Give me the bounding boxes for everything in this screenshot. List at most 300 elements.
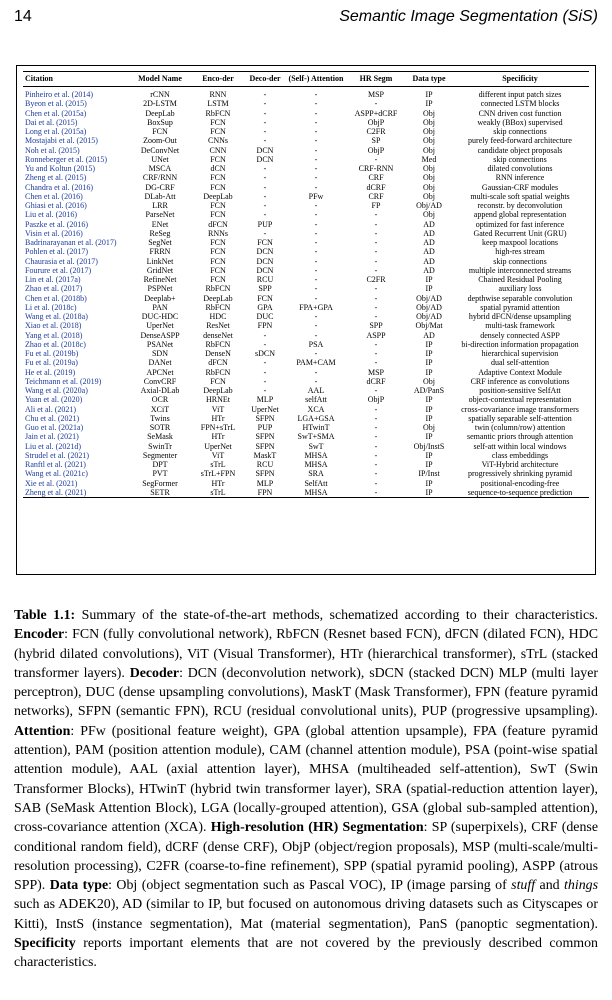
cell-data-type: IP [425, 367, 433, 377]
summary-table [23, 71, 589, 498]
cell-decoder: - [263, 117, 267, 127]
cell-hr-segm: ObjP [367, 117, 385, 127]
cell-attention: - [314, 164, 318, 173]
cell-data-type: IP [425, 99, 433, 109]
cell-model-name: Segmenter [142, 450, 178, 460]
cell-encoder: HTr [211, 478, 225, 488]
cell-model-name: SDN [151, 349, 168, 358]
caption-decoder-text: : DCN (deconvolution network), sDCN (stacked DCN) MLP (multi layer perceptron), DUC (dense upsampling convolutions), MaskT (Mask Transformer), FPN (feature pyramid networks), SFPN (semantic FPN), RCU (residual convolutional units), PUP (progressive upsampling). [14, 665, 598, 720]
cell-specificity: hierarchical supervision [481, 349, 559, 358]
cell-citation[interactable]: Li et al. (2018c) [25, 302, 77, 312]
cell-citation[interactable]: Visin et al. (2016) [25, 228, 83, 238]
cell-encoder: denseNet [203, 330, 233, 340]
cell-attention: PAM+CAM [296, 358, 336, 368]
table-row [23, 294, 589, 303]
cell-specificity: spatial pyramid attention [480, 302, 560, 312]
cell-citation[interactable]: Liu et al. (2016) [25, 210, 77, 220]
table-row [23, 164, 589, 173]
cell-citation[interactable]: Guo et al. (2021a) [25, 423, 84, 432]
cell-data-type: IP [425, 413, 433, 423]
cell-hr-segm: - [374, 478, 378, 488]
cell-encoder: FCN [210, 154, 226, 164]
cell-data-type: IP [425, 284, 433, 294]
cell-citation[interactable]: Jain et al. (2021) [25, 432, 79, 442]
cell-specificity: candidate object proposals [477, 145, 563, 155]
cell-citation[interactable]: Dai et al. (2015) [25, 117, 78, 127]
cell-attention: - [314, 265, 318, 275]
cell-decoder: DCN [256, 145, 274, 155]
cell-data-type: IP [425, 404, 433, 414]
cell-data-type: Obj/AD [416, 302, 442, 312]
cell-model-name: SeMask [147, 432, 173, 442]
cell-data-type: Obj [423, 108, 435, 118]
caption-and-text: and [535, 878, 565, 894]
cell-data-type: Obj [423, 136, 435, 146]
cell-hr-segm: C2FR [366, 127, 386, 136]
table-row [23, 321, 589, 330]
table-row [23, 238, 589, 247]
caption-encoder-term: Encoder [14, 627, 65, 643]
cell-specificity: skip connections [493, 154, 547, 164]
cell-hr-segm: SP [371, 136, 381, 146]
cell-citation[interactable]: Xie et al. (2021) [25, 478, 78, 488]
cell-decoder: SFPN [255, 413, 275, 423]
cell-attention: - [314, 127, 318, 136]
cell-encoder: FCN [210, 173, 226, 183]
cell-hr-segm: CRF [368, 173, 384, 183]
cell-specificity: multi-task framework [485, 321, 555, 331]
cell-citation[interactable]: Wang et al. (2021c) [25, 469, 88, 479]
cell-model-name: SOTR [149, 423, 171, 432]
cell-attention: - [314, 238, 318, 247]
table-row [23, 229, 589, 238]
cell-hr-segm: - [374, 302, 378, 312]
cell-model-name: XCiT [150, 404, 170, 414]
cell-encoder: RbFCN [205, 108, 231, 118]
cell-encoder: ResNet [206, 321, 230, 331]
cell-decoder: SFPN [255, 469, 275, 479]
page-header [14, 6, 598, 32]
cell-decoder: DCN [256, 154, 274, 164]
cell-decoder: - [263, 367, 267, 377]
caption-intro: Summary of the state-of-the-art methods, schematized according to their characteristics. [75, 608, 598, 623]
cell-citation[interactable]: Ali et al. (2021) [25, 404, 77, 414]
cell-data-type: Obj [423, 182, 435, 192]
cell-citation[interactable]: Byeon et al. (2015) [25, 99, 87, 109]
cell-encoder: RbFCN [205, 284, 231, 294]
cell-data-type: Obj [423, 191, 435, 201]
cell-encoder: FCN [210, 265, 226, 275]
cell-decoder: FPN [257, 487, 273, 497]
header-data-type: Data type [412, 74, 446, 83]
cell-data-type: AD [423, 228, 435, 238]
cell-citation[interactable]: Long et al. (2015a) [25, 127, 87, 136]
cell-citation[interactable]: Paszke et al. (2016) [25, 219, 89, 229]
cell-model-name: PSPNet [147, 284, 173, 294]
cell-specificity: Chained Residual Pooling [478, 275, 562, 284]
cell-decoder: SFPN [255, 432, 275, 442]
table-row [23, 257, 589, 266]
cell-attention: - [314, 275, 318, 284]
cell-decoder: RCU [256, 460, 274, 469]
cell-encoder: ViT [211, 450, 225, 460]
cell-decoder: - [263, 358, 267, 368]
cell-attention: XCA [307, 404, 325, 414]
cell-hr-segm: MSP [367, 367, 384, 377]
cell-data-type: Med [421, 154, 437, 164]
cell-model-name: PSANet [146, 339, 174, 349]
cell-data-type: Obj [423, 127, 435, 136]
cell-encoder: CNNs [207, 136, 228, 146]
table-row [23, 284, 589, 293]
caption-stuff-term: stuff [511, 878, 536, 894]
cell-attention: SwT+SMA [297, 432, 335, 442]
cell-hr-segm: FP [371, 201, 381, 210]
cell-decoder: sDCN [254, 349, 275, 358]
cell-citation[interactable]: Wang et al. (2018a) [25, 312, 88, 321]
table-row [23, 275, 589, 284]
cell-model-name: SwinTr [148, 441, 172, 451]
cell-encoder: dCN [210, 164, 226, 173]
cell-decoder: UperNet [251, 404, 279, 414]
cell-decoder: RCU [256, 275, 274, 284]
cell-hr-segm: C2FR [366, 275, 386, 284]
cell-specificity: dual self-attention [491, 358, 549, 368]
table-caption [14, 606, 598, 973]
cell-model-name: DG-CRF [145, 182, 175, 192]
cell-model-name: DeepLab [145, 108, 175, 118]
caption-attention-term: Attention [14, 723, 71, 739]
cell-citation[interactable]: Liu et al. (2021d) [25, 441, 81, 451]
cell-specificity: multi-scale soft spatial weights [470, 191, 570, 201]
cell-citation[interactable]: Chen et al. (2016) [25, 191, 83, 201]
caption-specificity-term: Specificity [14, 936, 76, 952]
cell-citation[interactable]: Ghiasi et al. (2016) [25, 201, 87, 210]
cell-attention: HTwinT [302, 423, 330, 432]
cell-citation[interactable]: Fu et al. (2019b) [25, 349, 79, 358]
cell-citation[interactable]: Pinheiro et al. (2014) [25, 90, 93, 99]
cell-specificity: RNN inference [495, 173, 545, 183]
cell-model-name: GridNet [146, 265, 174, 275]
cell-specificity: progressively shrinking pyramid [468, 469, 572, 479]
table-row [23, 414, 589, 423]
cell-hr-segm: CRF [368, 191, 384, 201]
cell-model-name: ReSeg [149, 228, 171, 238]
cell-citation[interactable]: Strudel et al. (2021) [25, 450, 89, 460]
cell-citation[interactable]: He et al. (2019) [25, 367, 76, 377]
cell-decoder: - [263, 330, 267, 340]
table-row [23, 155, 589, 164]
table-row [23, 109, 589, 118]
cell-hr-segm: - [374, 423, 378, 432]
cell-attention: - [314, 312, 318, 321]
caption-specificity-text: reports important elements that are not covered by the previously described common characteristics. [14, 936, 598, 971]
cell-attention: - [314, 108, 318, 118]
cell-hr-segm: - [374, 432, 378, 442]
table-row [23, 87, 589, 100]
cell-hr-segm: - [374, 460, 378, 469]
cell-encoder: dFCN [208, 358, 228, 368]
cell-citation[interactable]: Chen et al. (2015a) [25, 108, 87, 118]
cell-hr-segm: - [374, 349, 378, 358]
cell-citation[interactable]: Chaurasia et al. (2017) [25, 256, 98, 266]
caption-decoder-term: Decoder [129, 665, 180, 681]
cell-model-name: 2D-LSTM [143, 99, 177, 109]
header-encoder: Enco-der [202, 74, 234, 83]
cell-decoder: DCN [256, 256, 274, 266]
cell-specificity: semantic priors through attention [467, 432, 573, 442]
cell-decoder: SFPN [255, 441, 275, 451]
cell-specificity: keep maxpool locations [482, 238, 558, 247]
cell-data-type: AD [423, 219, 435, 229]
cell-attention: MHSA [304, 450, 328, 460]
cell-data-type: IP [425, 90, 433, 99]
cell-specificity: object-contextual representation [468, 395, 572, 405]
cell-encoder: FCN [210, 127, 226, 136]
cell-attention: - [314, 182, 318, 192]
cell-hr-segm: - [374, 238, 378, 247]
table-row [23, 303, 589, 312]
cell-specificity: twin (column/row) attention [474, 423, 566, 432]
cell-decoder: - [263, 136, 267, 146]
cell-data-type: IP [425, 339, 433, 349]
cell-encoder: HDC [209, 312, 227, 321]
caption-encoder-text: : FCN (fully convolutional network), RbFCN (Resnet based FCN), dFCN (dilated FCN), HDC (hybrid dilated convolutions), ViT (Visual Transformer), HTr (hierarchical transformer), sTrL (stacked transformer layers). [14, 627, 598, 681]
table-row [23, 386, 589, 395]
cell-specificity: hybrid dFCN/dense upsampling [468, 312, 572, 321]
cell-decoder: - [263, 164, 267, 173]
cell-specificity: optimized for fast inference [475, 219, 565, 229]
cell-model-name: Zoom-Out [143, 136, 177, 146]
cell-data-type: IP [425, 358, 433, 368]
cell-decoder: FCN [257, 293, 273, 303]
cell-model-name: DLab-Att [144, 191, 176, 201]
cell-attention: - [314, 284, 318, 294]
cell-citation[interactable]: Chen et al. (2018b) [25, 293, 87, 303]
cell-citation[interactable]: Fourure et al. (2017) [25, 265, 92, 275]
cell-specificity: cross-covariance image transformers [461, 404, 579, 414]
cell-hr-segm: - [374, 441, 378, 451]
cell-data-type: Obj [423, 376, 435, 386]
table-row [23, 451, 589, 460]
cell-encoder: RbFCN [205, 339, 231, 349]
cell-decoder: - [263, 339, 267, 349]
cell-citation[interactable]: Mostajabi et al. (2015) [25, 136, 98, 146]
cell-attention: PSA [308, 339, 324, 349]
cell-citation[interactable]: Zheng et al. (2015) [25, 173, 87, 183]
cell-decoder: PUP [257, 219, 273, 229]
caption-hr-text: : SP (superpixels), CRF (dense conditional random field), dCRF (dense CRF), ObjP (object/region proposals), MSP (multi-scale/multi-resolution processing), C2FR (coarse-to-fine refinement), SPP (spatial pyramid pooling), ASPP (atrous SPP). [14, 820, 598, 894]
cell-citation[interactable]: Noh et al. (2015) [25, 145, 80, 155]
cell-citation[interactable]: Ranftl et al. (2021) [25, 460, 86, 469]
cell-decoder: DUC [256, 312, 274, 321]
cell-specificity: append global representation [473, 210, 567, 220]
cell-attention: - [314, 367, 318, 377]
cell-encoder: DeepLab [203, 191, 233, 201]
cell-attention: SwT [308, 441, 324, 451]
cell-hr-segm: - [374, 358, 378, 368]
cell-decoder: MLP [256, 478, 274, 488]
cell-model-name: LRR [152, 201, 168, 210]
cell-decoder: FPN [257, 321, 273, 331]
table-row [23, 312, 589, 321]
table-row [23, 368, 589, 377]
cell-hr-segm: ObjP [367, 395, 385, 405]
cell-hr-segm: - [374, 228, 378, 238]
table-row [23, 405, 589, 414]
cell-encoder: FCN [210, 238, 226, 247]
cell-attention: AAL [307, 386, 325, 395]
cell-attention: - [314, 145, 318, 155]
cell-model-name: FCN [152, 127, 168, 136]
table-row [23, 377, 589, 386]
cell-data-type: Obj/InstS [413, 441, 445, 451]
cell-specificity: CNN driven cost function [478, 108, 562, 118]
cell-citation[interactable]: Zheng et al. (2021) [25, 487, 87, 497]
cell-specificity: Gaussian-CRF modules [481, 182, 559, 192]
table-row [23, 247, 589, 256]
cell-encoder: FCN [210, 210, 226, 220]
table-row [23, 442, 589, 451]
cell-encoder: DeepLab [203, 386, 233, 395]
cell-model-name: CRF/RNN [142, 173, 178, 183]
cell-hr-segm: - [374, 99, 378, 109]
cell-encoder: RbFCN [205, 367, 231, 377]
cell-encoder: FCN [210, 182, 226, 192]
cell-citation[interactable]: Yang et al. (2018) [25, 330, 83, 340]
cell-decoder: MaskT [253, 450, 277, 460]
cell-model-name: PVT [152, 469, 168, 479]
cell-encoder: ViT [211, 404, 225, 414]
cell-citation[interactable]: Chandra et al. (2016) [25, 182, 93, 192]
cell-specificity: sequence-to-sequence prediction [467, 487, 573, 497]
cell-citation[interactable]: Lin et al. (2017a) [25, 275, 81, 284]
cell-citation[interactable]: Chu et al. (2021) [25, 413, 80, 423]
cell-specificity: weakly (BBox) supervised [477, 117, 563, 127]
cell-decoder: PUP [257, 423, 273, 432]
table-row [23, 331, 589, 340]
cell-model-name: MSCA [148, 164, 172, 173]
cell-specificity: ViT-Hybrid architecture [481, 460, 559, 469]
cell-specificity: skip connections [493, 256, 547, 266]
cell-hr-segm: - [374, 386, 378, 395]
cell-model-name: LinkNet [146, 256, 174, 266]
running-title: Semantic Image Segmentation (SiS) [339, 8, 598, 25]
header-model-name: Model Name [138, 74, 182, 83]
cell-citation[interactable]: Badrinarayanan et al. (2017) [25, 238, 117, 247]
cell-hr-segm: - [374, 469, 378, 479]
cell-specificity: dilated convolutions [487, 164, 553, 173]
cell-data-type: IP [425, 478, 433, 488]
cell-attention: - [314, 256, 318, 266]
table-row [23, 460, 589, 469]
cell-encoder: HTr [211, 432, 225, 442]
cell-encoder: LSTM [207, 99, 229, 109]
cell-specificity: purely feed-forward architecture [468, 136, 572, 146]
table-row [23, 210, 589, 219]
cell-hr-segm: - [374, 284, 378, 294]
cell-model-name: DeConvNet [140, 145, 180, 155]
cell-citation[interactable]: Fu et al. (2019a) [25, 358, 78, 368]
cell-citation[interactable]: Xiao et al. (2018) [25, 321, 82, 331]
cell-data-type: AD [423, 247, 435, 257]
cell-hr-segm: - [374, 339, 378, 349]
cell-attention: PFw [308, 191, 324, 201]
table-header-row [23, 72, 589, 87]
cell-decoder: - [263, 376, 267, 386]
cell-model-name: SegNet [148, 238, 172, 247]
cell-encoder: DeepLab [203, 293, 233, 303]
cell-citation[interactable]: Yuan et al. (2020) [25, 395, 83, 405]
cell-hr-segm: ObjP [367, 145, 385, 155]
caption-attention-text: : PFw (positional feature weight), GPA (global attention upsample), FPA (feature pyramid attention), PAM (position attention module), CAM (channel attention module), PSA (point-wise spatial attention module), AAL (axial attention layer), MHSA (multiheaded self-attention), SwT (Swin Transformer Blocks), HTwinT (hybrid twin transformer layer), SRA (spatial-reduction attention layer), SAB (SeMask Attention Block), LGA (locally-grouped attention), GSA (global sub-sampled attention), cross-covariance attention (XCA). [14, 723, 598, 836]
table-row [23, 432, 589, 441]
cell-attention: - [314, 349, 318, 358]
table-row [23, 183, 589, 192]
cell-data-type: Obj/AD [416, 312, 442, 321]
table-row [23, 220, 589, 229]
table-row [23, 136, 589, 145]
table-row [23, 192, 589, 201]
table-row [23, 488, 589, 498]
cell-attention: - [314, 117, 318, 127]
cell-hr-segm: - [374, 247, 378, 257]
cell-citation[interactable]: Wang et al. (2020a) [25, 386, 88, 395]
cell-citation[interactable]: Ronneberger et al. (2015) [25, 154, 108, 164]
cell-citation[interactable]: Yu and Koltun (2015) [25, 164, 95, 173]
cell-specificity: class embeddings [491, 450, 549, 460]
header-citation: Citation [25, 74, 53, 83]
cell-hr-segm: - [374, 312, 378, 321]
cell-model-name: DPT [152, 460, 168, 469]
cell-decoder: - [263, 210, 267, 220]
cell-attention: - [314, 90, 318, 99]
table-row [23, 340, 589, 349]
cell-encoder: HTr [211, 413, 225, 423]
cell-data-type: Obj [423, 173, 435, 183]
cell-attention: - [314, 201, 318, 210]
cell-data-type: IP [425, 450, 433, 460]
cell-attention: SRA [308, 469, 324, 479]
cell-hr-segm: - [374, 293, 378, 303]
cell-data-type: Obj [423, 145, 435, 155]
caption-label: Table 1.1: [14, 608, 76, 623]
cell-data-type: IP [425, 432, 433, 442]
cell-hr-segm: dCRF [366, 376, 386, 386]
cell-hr-segm: - [374, 256, 378, 266]
cell-data-type: Obj [423, 164, 435, 173]
cell-model-name: PAN [152, 302, 168, 312]
cell-model-name: Twins [150, 413, 170, 423]
cell-data-type: IP [425, 460, 433, 469]
cell-encoder: FCN [210, 247, 226, 257]
cell-encoder: HRNEt [206, 395, 230, 405]
cell-specificity: self-att within local windows [473, 441, 567, 451]
cell-encoder: FCN [210, 201, 226, 210]
cell-citation[interactable]: Zhao et al. (2018c) [25, 339, 86, 349]
cell-data-type: IP/Inst [418, 469, 440, 479]
cell-attention: - [314, 321, 318, 331]
cell-model-name: SegFormer [142, 478, 178, 488]
cell-decoder: - [263, 228, 267, 238]
cell-citation[interactable]: Pohlen et al. (2017) [25, 247, 89, 257]
table-body [23, 87, 589, 498]
cell-encoder: UperNet [204, 441, 232, 451]
cell-encoder: sTrL [210, 460, 226, 469]
header-hr-segm: HR Segm [359, 74, 393, 83]
cell-citation[interactable]: Teichmann et al. (2019) [25, 376, 102, 386]
cell-citation[interactable]: Zhao et al. (2017) [25, 284, 83, 294]
